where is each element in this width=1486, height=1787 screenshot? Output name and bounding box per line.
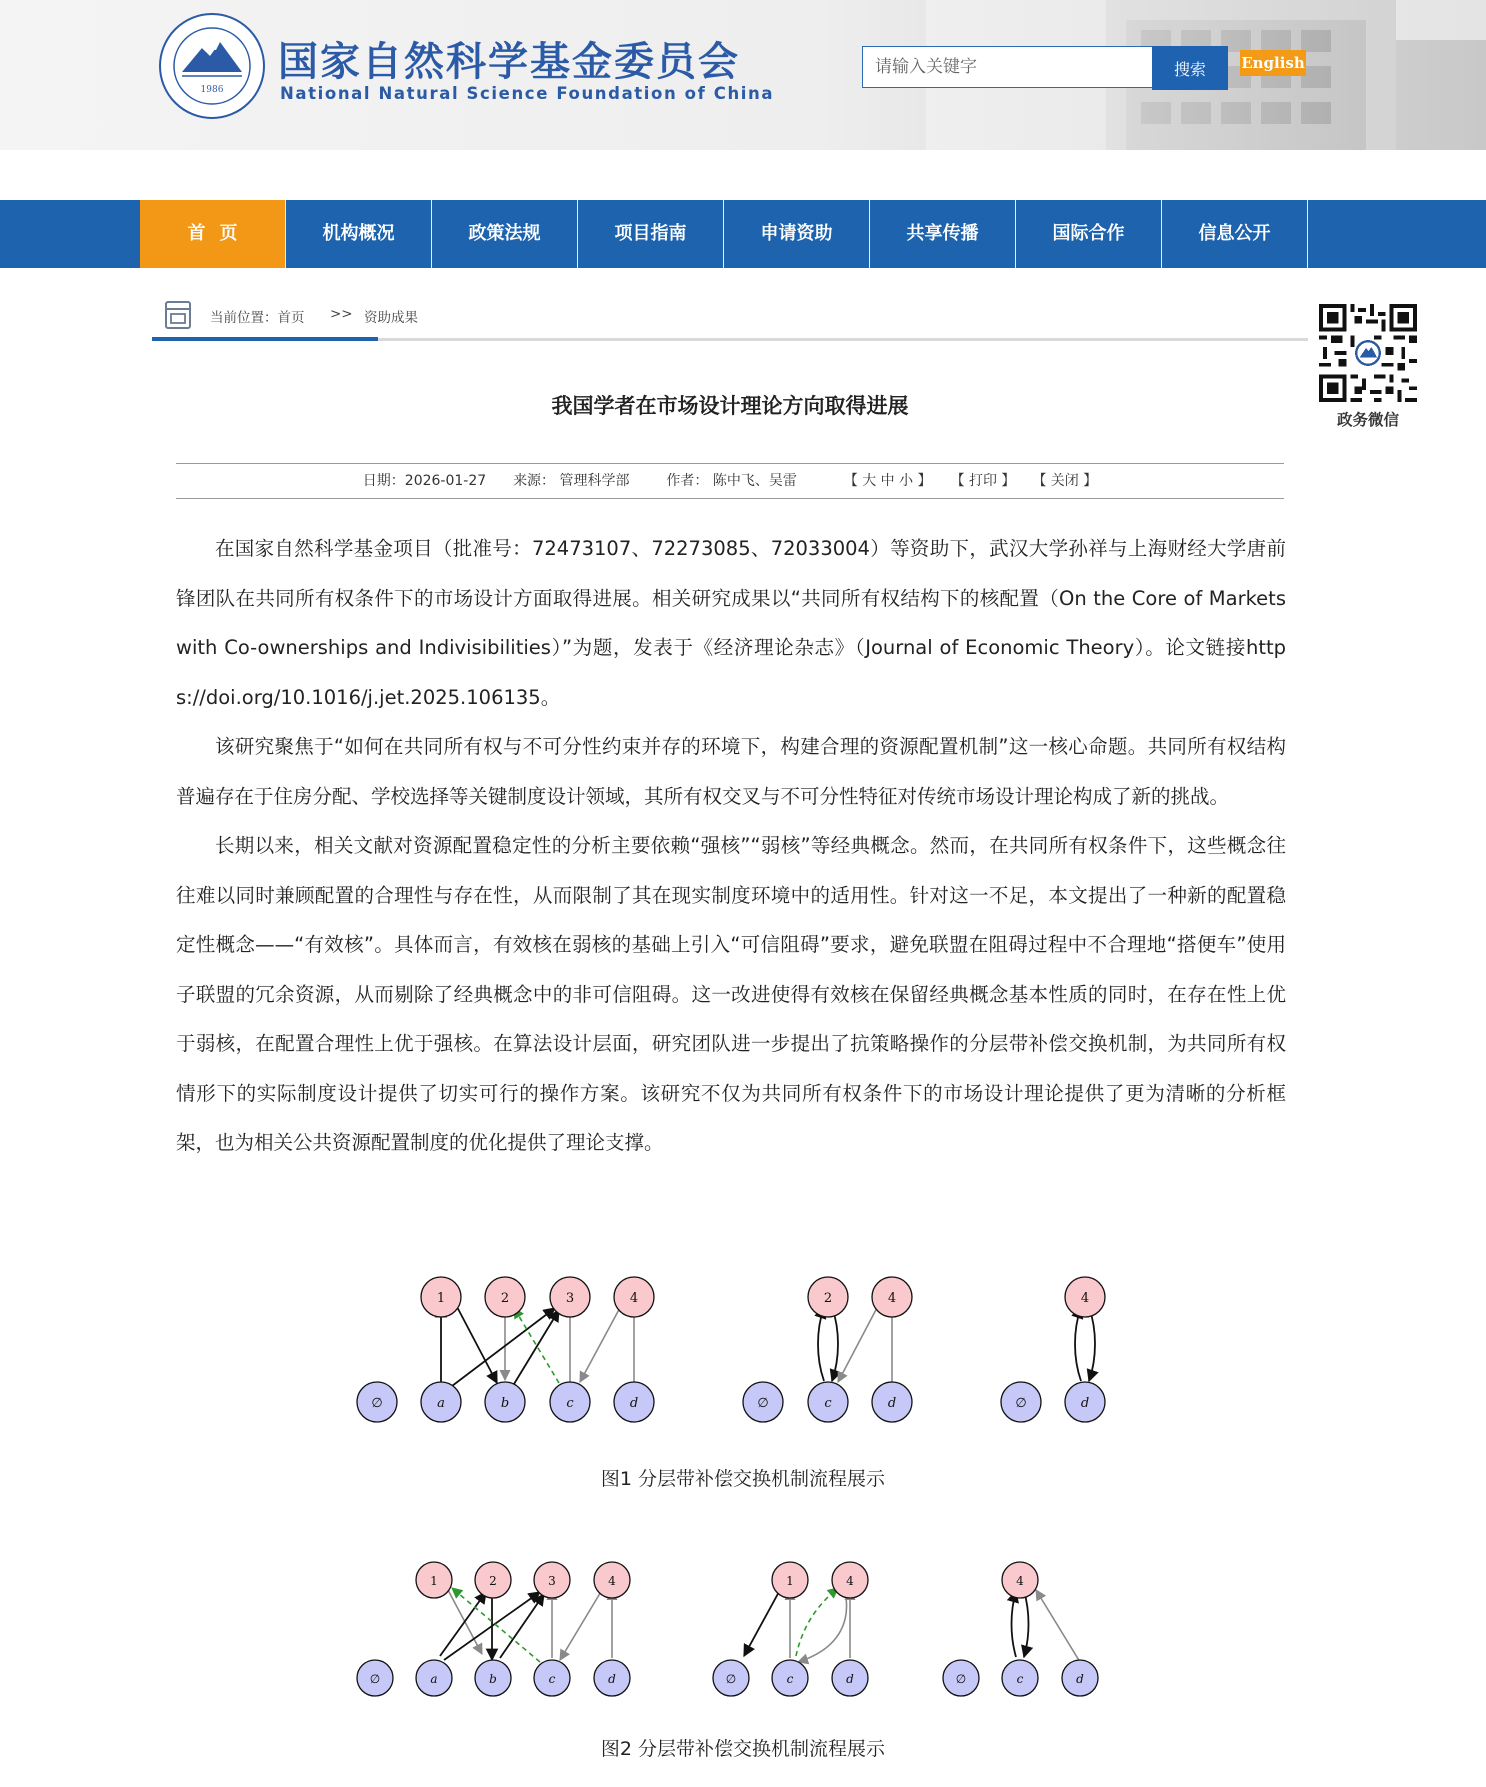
- nav-item-guide[interactable]: 项目指南: [578, 200, 724, 268]
- nav-item-apply[interactable]: 申请资助: [724, 200, 870, 268]
- svg-text:d: d: [887, 1396, 897, 1411]
- org-name-en: National Natural Science Foundation of China: [280, 84, 775, 103]
- svg-text:4: 4: [1016, 1574, 1024, 1588]
- nav-item-info[interactable]: 信息公开: [1162, 200, 1308, 268]
- article-paragraph: 长期以来，相关文献对资源配置稳定性的分析主要依赖“强核”“弱核”等经典概念。然而，在共同所有权条件下，这些概念往往难以同时兼顾配置的合理性与存在性，从而限制了其在现实制度环境中的适用性。针对这一不足，本文提出了一种新的配置稳定性概念——“有效核”。具体而言，有效核在弱核的基础上引入“可信阻碍”要求，避免联盟在阻碍过程中不合理地“搭便车”使用子联盟的冗余资源，从而剔除了经典概念中的非可信阻碍。这一改进使得有效核在保留经典概念基本性质的同时，在存在性上优于弱核，在配置合理性上优于强核。在算法设计层面，研究团队进一步提出了抗策略操作的分层带补偿交换机制，为共同所有权情形下的实际制度设计提供了切实可行的操作方案。该研究不仅为共同所有权条件下的市场设计理论提供了更为清晰的分析框架，也为相关公共资源配置制度的优化提供了理论支撑。: [176, 834, 1286, 1154]
- svg-text:a: a: [430, 1672, 438, 1686]
- font-size-switch[interactable]: 【 大 中 小 】: [843, 473, 932, 489]
- article-title: 我国学者在市场设计理论方向取得进展: [551, 394, 909, 418]
- meta-divider-top: [176, 463, 1284, 464]
- svg-text:c: c: [786, 1672, 794, 1686]
- breadcrumb-home[interactable]: 当前位置：首页: [210, 310, 305, 326]
- svg-text:1: 1: [436, 1291, 446, 1306]
- article-author: 作者： 陈中飞、吴雷: [666, 473, 797, 489]
- svg-text:3: 3: [565, 1291, 575, 1306]
- wechat-qr-code: [1319, 304, 1417, 402]
- svg-text:1986: 1986: [200, 85, 224, 95]
- breadcrumb: [152, 296, 1308, 342]
- edge-4-to-c: [580, 1304, 622, 1382]
- figure-1-graph: [344, 1268, 1120, 1438]
- figure-2-graph: [344, 1558, 1120, 1708]
- figure-2-caption: 图2 分层带补偿交换机制流程展示: [600, 1738, 886, 1760]
- svg-text:d: d: [846, 1672, 854, 1686]
- svg-text:1: 1: [786, 1574, 794, 1588]
- article-meta: [176, 470, 1284, 490]
- article-body: [176, 524, 1286, 1168]
- svg-text:4: 4: [629, 1291, 639, 1306]
- search-button[interactable]: 搜索: [1152, 46, 1228, 90]
- svg-text:∅: ∅: [369, 1672, 381, 1686]
- svg-text:c: c: [824, 1396, 832, 1411]
- print-link[interactable]: 【 打印 】: [950, 473, 1016, 489]
- article-paragraph: 该研究聚焦于“如何在共同所有权与不可分性约束并存的环境下，构建合理的资源配置机制”这一核心命题。共同所有权结构普遍存在于住房分配、学校选择等关键制度设计领域，其所有权交叉与不可分性特征对传统市场设计理论构成了新的挑战。: [176, 735, 1286, 808]
- svg-text:1: 1: [430, 1574, 438, 1588]
- breadcrumb-current[interactable]: 资助成果: [364, 310, 418, 326]
- nav-item-about[interactable]: 机构概况: [286, 200, 432, 268]
- svg-text:4: 4: [887, 1291, 897, 1306]
- article-paragraph: 在国家自然科学基金项目（批准号：72473107、72273085、72033004）等资助下，武汉大学孙祥与上海财经大学唐前锋团队在共同所有权条件下的市场设计方面取得进展。相关研究成果以“共同所有权结构下的核配置（On the Core of Markets with Co-ownerships and Indivisibilities）”为题，发表于《经济理论杂志》（Journal of Economic Theory）。论文链接https://doi.org/10.1016/j.jet.2025.106135。: [176, 537, 1286, 709]
- nav-item-international[interactable]: 国际合作: [1016, 200, 1162, 268]
- svg-text:c: c: [566, 1396, 574, 1411]
- article-source: 来源： 管理科学部: [513, 473, 630, 489]
- svg-text:2: 2: [489, 1574, 497, 1588]
- site-header: [0, 0, 1486, 150]
- edge-d-to-4-c: [1075, 1307, 1081, 1381]
- svg-text:2: 2: [823, 1291, 833, 1306]
- edge-1-to-b: [455, 1303, 497, 1383]
- wechat-qr-label: 政务微信: [1336, 411, 1399, 429]
- svg-text:d: d: [608, 1672, 616, 1686]
- svg-text:4: 4: [1080, 1291, 1090, 1306]
- breadcrumb-divider-accent: [152, 337, 378, 341]
- nav-item-share[interactable]: 共享传播: [870, 200, 1016, 268]
- svg-text:b: b: [500, 1396, 510, 1411]
- svg-text:∅: ∅: [725, 1672, 737, 1686]
- edge-a-to-3: [452, 1308, 555, 1386]
- svg-text:∅: ∅: [1015, 1396, 1027, 1411]
- meta-divider-bottom: [176, 498, 1284, 499]
- svg-text:a: a: [437, 1396, 445, 1411]
- location-icon: [164, 300, 192, 330]
- svg-text:d: d: [629, 1396, 639, 1411]
- svg-text:c: c: [1016, 1672, 1024, 1686]
- edge-4-to-c-b: [838, 1304, 879, 1382]
- svg-text:∅: ∅: [955, 1672, 967, 1686]
- english-link[interactable]: English: [1240, 50, 1306, 76]
- search-input[interactable]: [862, 46, 1152, 88]
- svg-text:4: 4: [846, 1574, 854, 1588]
- nav-item-policy[interactable]: 政策法规: [432, 200, 578, 268]
- figure-1-caption: 图1 分层带补偿交换机制流程展示: [600, 1468, 886, 1490]
- close-link[interactable]: 【 关闭 】: [1032, 473, 1098, 489]
- svg-text:∅: ∅: [757, 1396, 769, 1411]
- main-nav: [0, 200, 1486, 268]
- article-date: 日期：2026-01-27: [362, 473, 487, 489]
- svg-text:∅: ∅: [371, 1396, 383, 1411]
- svg-text:3: 3: [548, 1574, 556, 1588]
- nsfc-logo: [158, 12, 266, 120]
- org-name-cn: 国家自然科学基金委员会: [278, 39, 740, 85]
- svg-text:c: c: [548, 1672, 556, 1686]
- edge-c-to-2: [818, 1307, 824, 1381]
- breadcrumb-separator: >>: [330, 306, 353, 322]
- edge-4-to-d-c: [1089, 1307, 1095, 1381]
- svg-text:2: 2: [500, 1291, 510, 1306]
- nav-item-home[interactable]: 首页: [140, 200, 286, 268]
- svg-text:d: d: [1080, 1396, 1090, 1411]
- svg-text:b: b: [489, 1672, 497, 1686]
- edge-2-to-c: [832, 1307, 838, 1381]
- svg-text:4: 4: [608, 1574, 616, 1588]
- svg-text:d: d: [1076, 1672, 1084, 1686]
